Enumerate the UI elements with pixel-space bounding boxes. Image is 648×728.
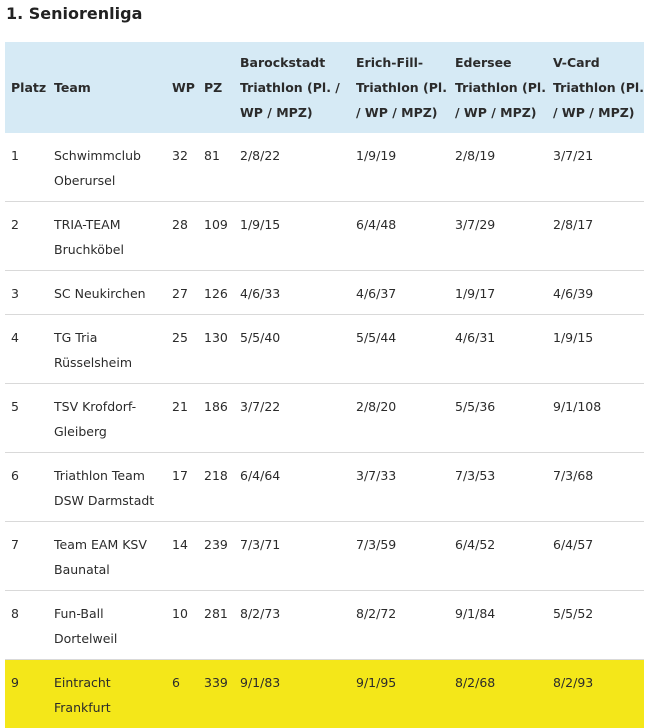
page-title: 1. Seniorenliga — [6, 4, 142, 23]
cell-wp: 28 — [166, 202, 198, 271]
cell-barockstadt: 2/8/22 — [234, 133, 350, 202]
cell-platz: 1 — [5, 133, 48, 202]
cell-wp: 25 — [166, 315, 198, 384]
column-header-v-card: V-Card Triathlon (Pl. / WP / MPZ) — [547, 42, 644, 133]
cell-erich-fill: 1/9/19 — [350, 133, 449, 202]
cell-wp: 6 — [166, 660, 198, 728]
cell-wp: 21 — [166, 384, 198, 453]
cell-platz: 6 — [5, 453, 48, 522]
cell-v-card: 3/7/21 — [547, 133, 644, 202]
table-row — [5, 591, 644, 660]
cell-pz: 281 — [198, 591, 234, 660]
cell-team: TSV Krofdorf-Gleiberg — [48, 384, 166, 453]
cell-wp: 10 — [166, 591, 198, 660]
cell-v-card: 8/2/93 — [547, 660, 644, 728]
table-row — [5, 271, 644, 315]
cell-wp: 17 — [166, 453, 198, 522]
cell-edersee: 1/9/17 — [449, 271, 547, 315]
league-table — [5, 42, 644, 728]
cell-team: Fun-Ball Dortelweil — [48, 591, 166, 660]
cell-v-card: 2/8/17 — [547, 202, 644, 271]
cell-v-card: 7/3/68 — [547, 453, 644, 522]
cell-edersee: 7/3/53 — [449, 453, 547, 522]
cell-pz: 239 — [198, 522, 234, 591]
table-row — [5, 660, 644, 728]
cell-v-card: 5/5/52 — [547, 591, 644, 660]
cell-edersee: 9/1/84 — [449, 591, 547, 660]
cell-erich-fill: 5/5/44 — [350, 315, 449, 384]
table-row — [5, 315, 644, 384]
cell-team: Triathlon Team DSW Darmstadt — [48, 453, 166, 522]
cell-barockstadt: 7/3/71 — [234, 522, 350, 591]
cell-team: TG Tria Rüsselsheim — [48, 315, 166, 384]
cell-team: TRIA-TEAM Bruchköbel — [48, 202, 166, 271]
cell-platz: 2 — [5, 202, 48, 271]
cell-pz: 81 — [198, 133, 234, 202]
cell-wp: 32 — [166, 133, 198, 202]
cell-barockstadt: 8/2/73 — [234, 591, 350, 660]
cell-erich-fill: 9/1/95 — [350, 660, 449, 728]
cell-edersee: 2/8/19 — [449, 133, 547, 202]
cell-barockstadt: 4/6/33 — [234, 271, 350, 315]
cell-barockstadt: 5/5/40 — [234, 315, 350, 384]
cell-platz: 5 — [5, 384, 48, 453]
cell-team: Schwimmclub Oberursel — [48, 133, 166, 202]
cell-edersee: 3/7/29 — [449, 202, 547, 271]
cell-edersee: 5/5/36 — [449, 384, 547, 453]
column-header-wp: WP — [166, 42, 198, 133]
cell-platz: 8 — [5, 591, 48, 660]
cell-edersee: 4/6/31 — [449, 315, 547, 384]
cell-platz: 4 — [5, 315, 48, 384]
table-row — [5, 133, 644, 202]
cell-v-card: 6/4/57 — [547, 522, 644, 591]
cell-team: Team EAM KSV Baunatal — [48, 522, 166, 591]
cell-erich-fill: 7/3/59 — [350, 522, 449, 591]
cell-barockstadt: 1/9/15 — [234, 202, 350, 271]
table-header-row — [5, 42, 644, 133]
cell-erich-fill: 4/6/37 — [350, 271, 449, 315]
cell-team: Eintracht Frankfurt — [48, 660, 166, 728]
column-header-platz: Platz — [5, 42, 48, 133]
cell-v-card: 1/9/15 — [547, 315, 644, 384]
cell-pz: 339 — [198, 660, 234, 728]
cell-pz: 186 — [198, 384, 234, 453]
cell-edersee: 8/2/68 — [449, 660, 547, 728]
cell-erich-fill: 8/2/72 — [350, 591, 449, 660]
column-header-barockstadt: Barockstadt Triathlon (Pl. / WP / MPZ) — [234, 42, 350, 133]
cell-erich-fill: 3/7/33 — [350, 453, 449, 522]
cell-platz: 3 — [5, 271, 48, 315]
cell-pz: 218 — [198, 453, 234, 522]
cell-barockstadt: 9/1/83 — [234, 660, 350, 728]
cell-pz: 130 — [198, 315, 234, 384]
cell-pz: 126 — [198, 271, 234, 315]
column-header-team: Team — [48, 42, 166, 133]
column-header-erich-fill: Erich-Fill-Triathlon (Pl. / WP / MPZ) — [350, 42, 449, 133]
cell-platz: 7 — [5, 522, 48, 591]
table-row — [5, 384, 644, 453]
cell-erich-fill: 6/4/48 — [350, 202, 449, 271]
cell-platz: 9 — [5, 660, 48, 728]
cell-v-card: 4/6/39 — [547, 271, 644, 315]
cell-erich-fill: 2/8/20 — [350, 384, 449, 453]
cell-pz: 109 — [198, 202, 234, 271]
cell-wp: 14 — [166, 522, 198, 591]
table-row — [5, 202, 644, 271]
column-header-edersee: Edersee Triathlon (Pl. / WP / MPZ) — [449, 42, 547, 133]
cell-v-card: 9/1/108 — [547, 384, 644, 453]
cell-wp: 27 — [166, 271, 198, 315]
cell-edersee: 6/4/52 — [449, 522, 547, 591]
table-row — [5, 522, 644, 591]
table-row — [5, 453, 644, 522]
cell-barockstadt: 6/4/64 — [234, 453, 350, 522]
cell-barockstadt: 3/7/22 — [234, 384, 350, 453]
column-header-pz: PZ — [198, 42, 234, 133]
cell-team: SC Neukirchen — [48, 271, 166, 315]
